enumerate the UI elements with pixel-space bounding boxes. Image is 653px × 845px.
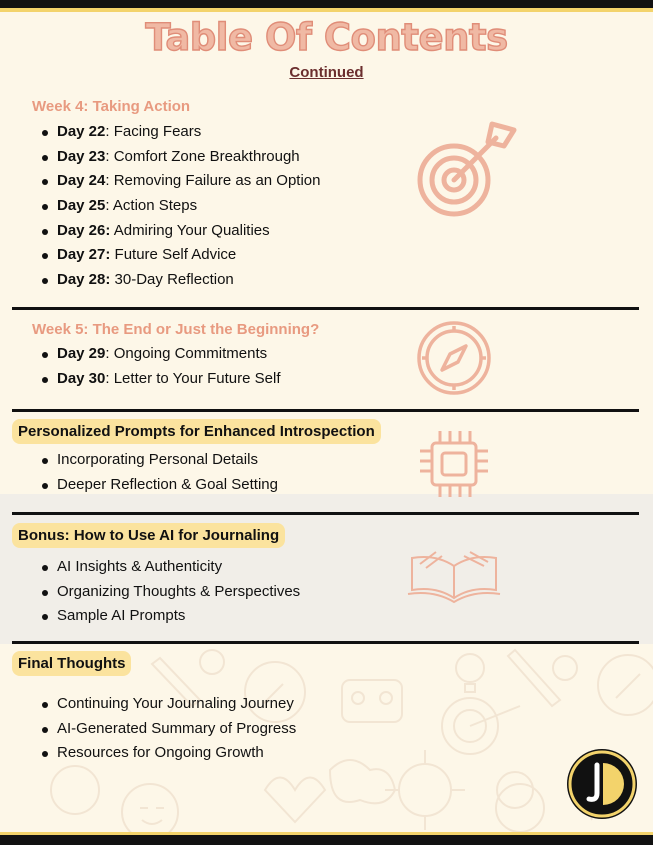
logo-mark (567, 749, 637, 819)
list-item: Organizing Thoughts & Perspectives (38, 580, 300, 605)
item-title: Future Self Advice (114, 246, 237, 264)
bonus-heading: Bonus: How to Use AI for Journaling (12, 523, 285, 548)
week-5-heading: Week 5: The End or Just the Beginning? (32, 321, 320, 338)
day-label: Day 28: (57, 271, 111, 289)
prompts-list (38, 448, 278, 497)
week-5-list (38, 342, 281, 391)
day-label: Day 22 (57, 123, 106, 140)
item-title: Removing Failure as an Option (113, 172, 321, 190)
list-item: Day 30: Letter to Your Future Self (38, 367, 281, 392)
list-item: Continuing Your Journaling Journey (38, 692, 296, 717)
bonus-list (38, 555, 300, 629)
target-arrow-icon (414, 118, 518, 222)
item-title: Admiring Your Qualities (113, 221, 270, 239)
logo-icon (567, 749, 637, 819)
day-label: Day 23 (57, 147, 106, 165)
list-item: Incorporating Personal Details (38, 448, 278, 473)
final-heading: Final Thoughts (12, 651, 131, 676)
list-item (38, 268, 321, 293)
list-item: Day 23: Comfort Zone Breakthrough (38, 145, 321, 170)
list-item: Day 24: Removing Failure as an Option (38, 169, 321, 194)
day-label: Day 26: (57, 221, 111, 239)
bottom-border (0, 835, 653, 845)
section-divider (12, 641, 639, 644)
list-item: AI-Generated Summary of Progress (38, 717, 296, 742)
list-item: Day 22: Facing Fears (38, 120, 321, 145)
item-title: Comfort Zone Breakthrough (113, 147, 300, 165)
item-title: Facing Fears (113, 123, 202, 140)
list-item: AI Insights & Authenticity (38, 555, 300, 580)
list-item: Day 25: Action Steps (38, 194, 321, 219)
item-title: Ongoing Commitments (113, 345, 268, 362)
page-title: Table Of Contents (145, 16, 508, 59)
item-title: 30-Day Reflection (114, 271, 234, 289)
list-item: Day 29: Ongoing Commitments (38, 342, 281, 367)
top-accent-border (0, 8, 653, 12)
list-item: Deeper Reflection & Goal Setting (38, 473, 278, 498)
day-label: Day 29 (57, 345, 106, 362)
section-divider (12, 512, 639, 515)
week-4-heading: Week 4: Taking Action (32, 98, 191, 115)
open-book-icon (406, 548, 502, 604)
day-label: Day 30 (57, 369, 106, 387)
top-border (0, 0, 653, 8)
day-label: Day 27: (57, 246, 111, 264)
list-item: Resources for Ongoing Growth (38, 741, 296, 766)
microchip-icon (416, 427, 492, 501)
week-4-list (38, 120, 321, 293)
item-title: Action Steps (112, 197, 198, 215)
item-title: Letter to Your Future Self (113, 369, 281, 387)
section-divider (12, 409, 639, 412)
section-divider (12, 307, 639, 310)
day-label: Day 24 (57, 172, 106, 190)
page-subtitle: Continued (289, 64, 364, 81)
list-item (38, 243, 321, 268)
prompts-heading: Personalized Prompts for Enhanced Introspection (12, 419, 381, 444)
final-list (38, 692, 296, 766)
list-item (38, 219, 321, 244)
compass-icon (416, 320, 492, 396)
day-label: Day 25 (57, 197, 106, 215)
list-item: Sample AI Prompts (38, 604, 300, 629)
